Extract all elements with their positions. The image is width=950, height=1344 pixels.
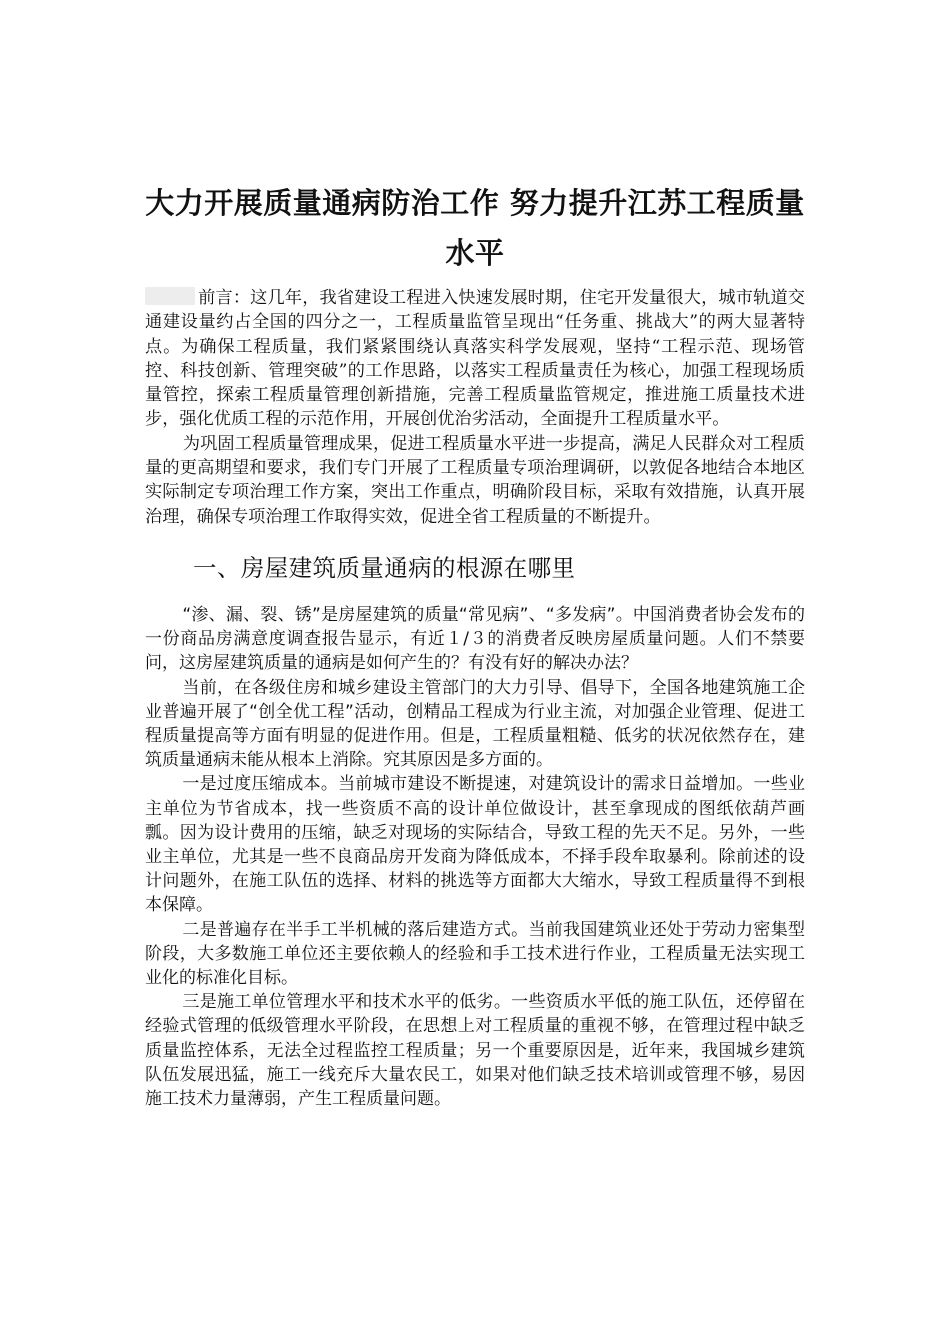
body-paragraph-4 [145, 918, 805, 991]
intro-paragraph-1 [145, 286, 805, 432]
intro-text-1: 前言：这几年，我省建设工程进入快速发展时期，住宅开发量很大，城市轨道交通建设量约占全国的四分之一，工程质量监管呈现出“任务重、挑战大”的两大显著特点。为确保工程质量，我们紧紧围绕认真落实科学发展观，坚持“工程示范、现场管控、科技创新、管理突破”的工作思路，以落实工程质量责任为核心，加强工程现场质量管控，探索工程质量管理创新措施，完善工程质量监管规定，推进施工质量技术进步，强化优质工程的示范作用，开展创优治劣活动，全面提升工程质量水平。 [145, 288, 805, 430]
body-paragraph-1: “渗、漏、裂、锈”是房屋建筑的质量“常见病”、“多发病”。中国消费者协会发布的一份商品房满意度调查报告显示，有近１/３的消费者反映房屋质量问题。人们不禁要问，这房屋建筑质量的通病是如何产生的？有没有好的解决办法？ [145, 604, 805, 674]
section-body [145, 603, 805, 1111]
paragraph-lead-2: 二是普遍存在半手工半机械的落后建造方式。 [182, 919, 529, 940]
body-paragraph-3 [145, 772, 805, 917]
paragraph-lead-1: 一是过度压缩成本。 [182, 774, 339, 795]
document-page [145, 178, 805, 1111]
document-title: 大力开展质量通病防治工作 努力提升江苏工程质量水平 [145, 186, 805, 270]
body-paragraph-5 [145, 990, 805, 1111]
intro-section [145, 286, 805, 529]
paragraph-text-3: 一些资质水平低的施工队伍，还停留在经验式管理的低级管理水平阶段，在思想上对工程质量的重视不够，在管理过程中缺乏质量监控体系，无法全过程监控工程质量；另一个重要原因是，近年来，我国城乡建筑队伍发展迅猛，施工一线充斥大量农民工，如果对他们缺乏技术培训或管理不够，易因施工技术力量薄弱，产生工程质量问题。 [145, 992, 806, 1110]
body-paragraph-2: 当前，在各级住房和城乡建设主管部门的大力引导、倡导下，全国各地建筑施工企业普遍开展了“创全优工程”活动，创精品工程成为行业主流，对加强企业管理、促进工程质量提高等方面有明显的促进作用。但是，工程质量粗糙、低劣的状况依然存在，建筑质量通病未能从根本上消除。究其原因是多方面的。 [145, 677, 805, 771]
intro-paragraph-2: 为巩固工程质量管理成果，促进工程质量水平进一步提高，满足人民群众对工程质量的更高期望和要求，我们专门开展了工程质量专项治理调研，以敦促各地结合本地区实际制定专项治理工作方案，突出工作重点，明确阶段目标，采取有效措施，认真开展治理，确保专项治理工作取得实效，促进全省工程质量的不断提升。 [145, 433, 805, 527]
section-heading: 一、房屋建筑质量通病的根源在哪里 [193, 553, 576, 582]
paragraph-text-1: 当前城市建设不断提速，对建筑设计的需求日益增加。一些业主单位为节省成本，找一些资质不高的设计单位做设计，甚至拿现成的图纸依葫芦画瓢。因为设计费用的压缩，缺乏对现场的实际结合，导致工程的先天不足。另外，一些业主单位，尤其是一些不良商品房开发商为降低成本，不择手段牟取暴利。除前述的设计问题外，在施工队伍的选择、材料的挑选等方面都大大缩水，导致工程质量得不到根本保障。 [145, 774, 806, 916]
paragraph-text-2: 当前我国建筑业还处于劳动力密集型阶段，大多数施工单位还主要依赖人的经验和手工技术进行作业，工程质量无法实现工业化的标准化目标。 [145, 919, 805, 989]
paragraph-lead-3: 三是施工单位管理水平和技术水平的低劣。 [182, 992, 512, 1013]
highlight-mark [145, 287, 195, 305]
